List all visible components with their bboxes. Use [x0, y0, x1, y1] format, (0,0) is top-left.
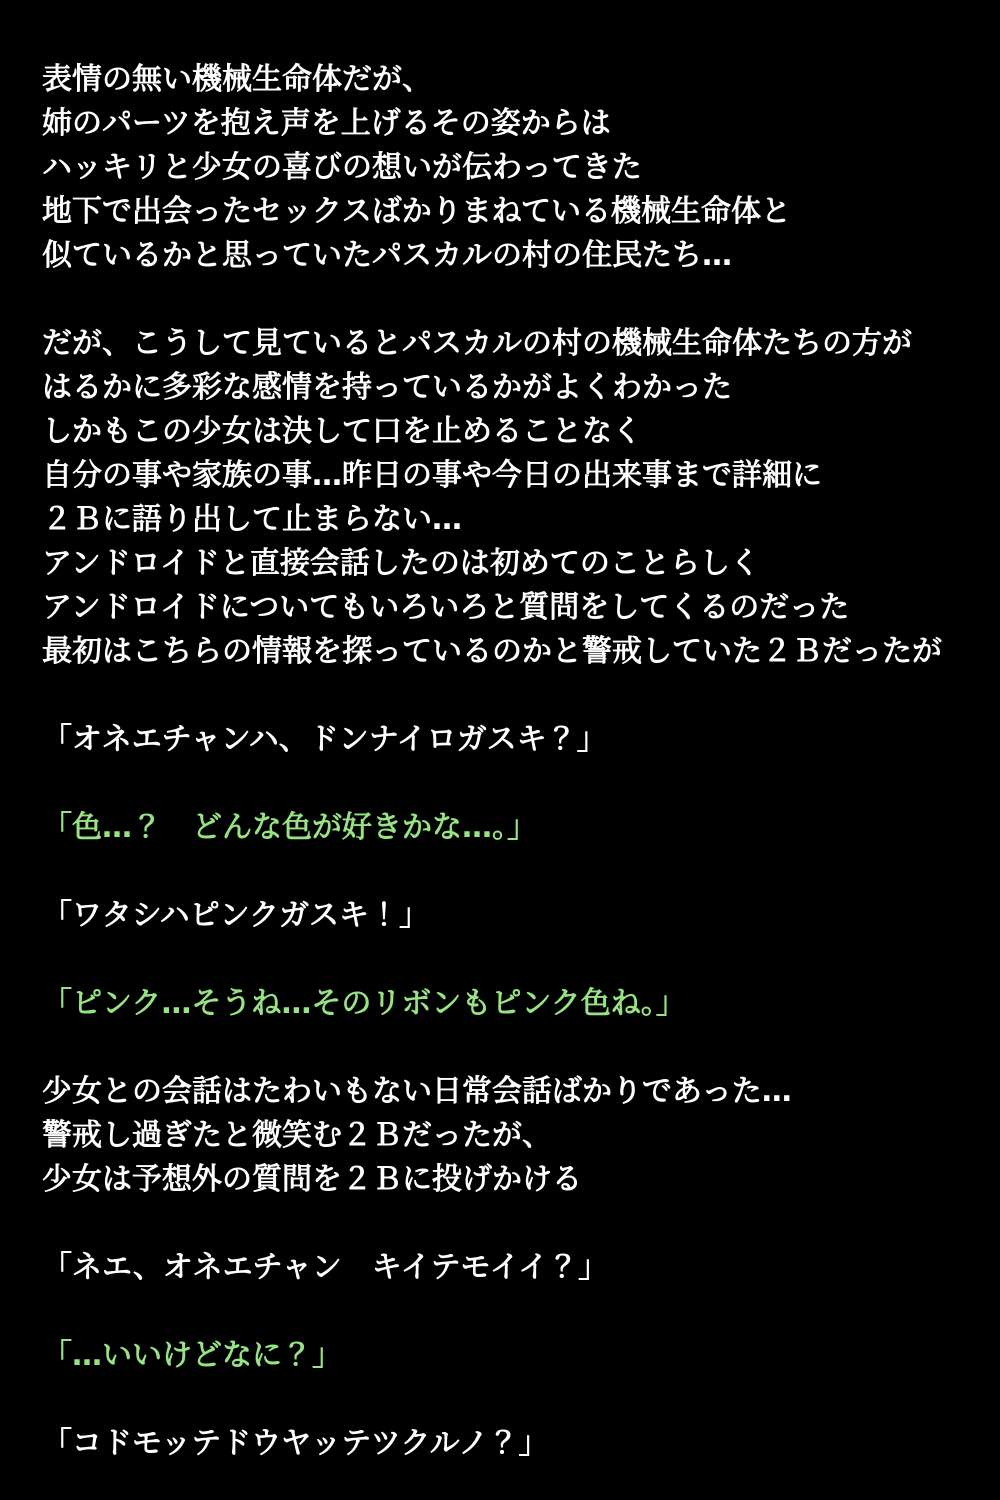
narration-line: だが、こうして見ているとパスカルの村の機械生命体たちの方が [42, 326, 912, 361]
dialogue-block-5 [42, 1246, 980, 1290]
narration-block-3 [42, 1070, 980, 1202]
narration-block-1 [42, 58, 980, 278]
reply-line: 「色…？ どんな色が好きかな…。」 [42, 810, 537, 845]
narration-line: 少女との会話はたわいもない日常会話ばかりであった… [42, 1074, 792, 1109]
reply-line: 「…いいけどなに？」 [42, 1338, 342, 1373]
narration-line: 警戒し過ぎたと微笑む２Ｂだったが、 [42, 1118, 552, 1153]
dialogue-block-4 [42, 982, 980, 1026]
narration-line: 少女は予想外の質問を２Ｂに投げかける [42, 1162, 582, 1197]
narration-line: しかもこの少女は決して口を止めることなく [42, 414, 642, 449]
narration-line: 姉のパーツを抱え声を上げるその姿からは [42, 106, 611, 141]
narration-line: 自分の事や家族の事…昨日の事や今日の出来事まで詳細に [42, 458, 822, 493]
narration-line: ハッキリと少女の喜びの想いが伝わってきた [42, 150, 642, 185]
reply-line: 「ピンク…そうね…そのリボンもピンク色ね。」 [42, 986, 686, 1021]
narration-line: ２Ｂに語り出して止まらない… [42, 502, 462, 537]
narration-line: アンドロイドについてもいろいろと質問をしてくるのだった [42, 590, 850, 625]
narration-line: はるかに多彩な感情を持っているかがよくわかった [42, 370, 732, 405]
narration-line: アンドロイドと直接会話したのは初めてのことらしく [42, 546, 760, 581]
dialogue-line: 「オネエチャンハ、ドンナイロガスキ？」 [42, 722, 607, 757]
narration-block-2 [42, 322, 980, 674]
dialogue-line: 「ワタシハピンクガスキ！」 [42, 898, 429, 933]
dialogue-block-7 [42, 1422, 980, 1466]
story-page [42, 58, 980, 1466]
dialogue-block-3 [42, 894, 980, 938]
narration-line: 地下で出会ったセックスばかりまねている機械生命体と [42, 194, 791, 229]
narration-line: 似ているかと思っていたパスカルの村の住民たち… [42, 238, 732, 273]
dialogue-line: 「コドモッテドウヤッテツクルノ？」 [42, 1426, 549, 1461]
dialogue-block-2 [42, 806, 980, 850]
narration-line: 表情の無い機械生命体だが、 [42, 62, 432, 97]
dialogue-line: 「ネエ、オネエチャン キイテモイイ？」 [42, 1250, 609, 1285]
narration-line: 最初はこちらの情報を探っているのかと警戒していた２Ｂだったが [42, 634, 942, 669]
dialogue-block-1 [42, 718, 980, 762]
dialogue-block-6 [42, 1334, 980, 1378]
